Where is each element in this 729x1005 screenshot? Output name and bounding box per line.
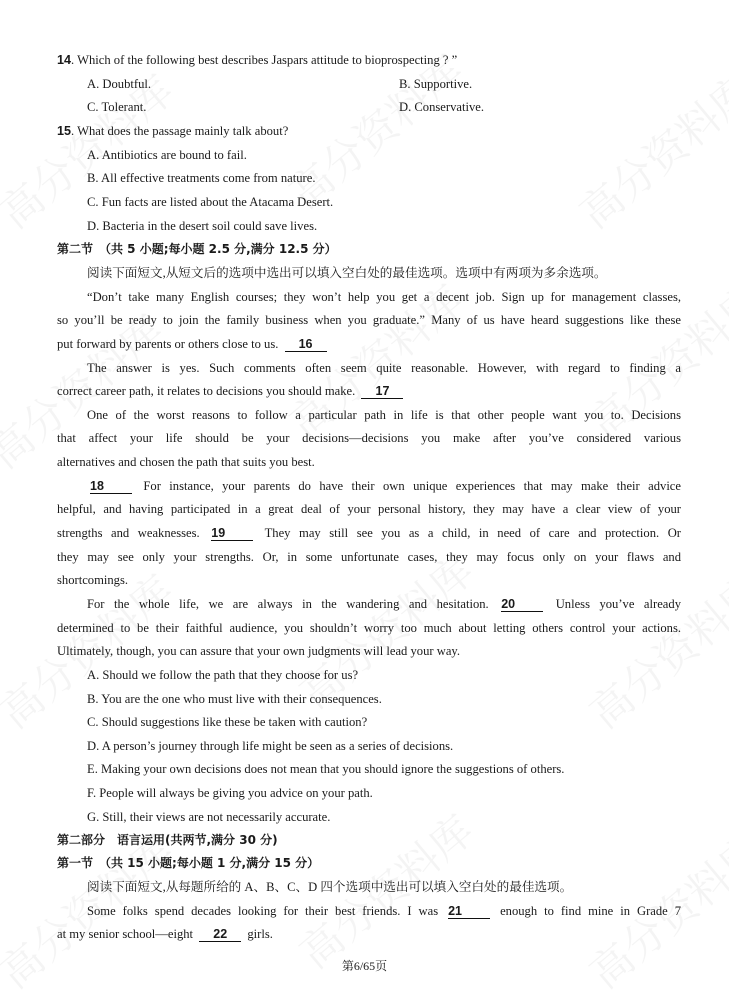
answer-blank-22[interactable]: 22 (199, 927, 241, 942)
passage-text: at my senior school—eight (57, 927, 194, 941)
passage-text: alternatives and chosen the path that suits you best. (57, 455, 315, 469)
passage-line (87, 478, 681, 494)
passage-line (57, 336, 681, 352)
answer-blank-16[interactable]: 16 (285, 337, 327, 352)
passage-line (57, 572, 681, 588)
part-heading: 第二部分 语言运用(共两节,满分 30 分) (57, 833, 278, 847)
passage-line (57, 643, 681, 659)
option-c[interactable]: C. Should suggestions like these be taken with caution? (87, 715, 368, 730)
passage-line (87, 360, 681, 376)
passage-text: Ultimately, though, you can assure that your own judgments will lead your way. (57, 644, 461, 658)
passage-text: so you’ll be ready to join the family business when you graduate.” Many of us have heard suggestions like these (57, 313, 681, 327)
passage-line (57, 549, 681, 565)
passage-text: that affect your life should be your decisions—decisions you make after you’ve considered various (57, 431, 681, 445)
section-instruction: 阅读下面短文,从短文后的选项中选出可以填入空白处的最佳选项。选项中有两项为多余选项。 (87, 266, 607, 280)
section-instruction: 阅读下面短文,从每题所给的 A、B、C、D 四个选项中选出可以填入空白处的最佳选项。 (87, 880, 573, 894)
option-a[interactable]: A. Doubtful. (87, 77, 152, 91)
passage-text: helpful, and having participated in a great deal of your personal history, they may have a clear view of your (57, 502, 681, 516)
passage-text: determined to be their faithful audience, you shouldn’t worry too much about letting others control your actions. (57, 621, 681, 635)
passage-line (87, 903, 681, 919)
question-stem: . What does the passage mainly talk about? (71, 124, 289, 138)
passage-line (57, 454, 681, 470)
option-row (87, 76, 681, 92)
option-b[interactable]: B. All effective treatments come from nature. (87, 171, 316, 185)
option-a[interactable]: A. Should we follow the path that they choose for us? (87, 668, 359, 682)
passage-line (57, 430, 681, 446)
passage-line (57, 312, 681, 328)
section-heading: 第一节 （共 15 小题;每小题 1 分,满分 15 分） (57, 856, 320, 870)
passage-line (87, 289, 681, 305)
passage-text: For the whole life, we are always in the wandering and hesitation. (87, 597, 489, 611)
passage-line (57, 383, 681, 399)
passage-text: Some folks spend decades looking for their best friends. I was (87, 904, 439, 918)
passage-line (57, 525, 681, 541)
question-number: 15 (57, 124, 72, 138)
passage-text: One of the worst reasons to follow a particular path in life is that other people want you to. Decisions (87, 408, 681, 422)
option-row (87, 99, 681, 115)
passage-line (57, 620, 681, 636)
passage-text: correct career path, it relates to decisions you should make. (57, 384, 356, 398)
passage-text: The answer is yes. Such comments often seem quite reasonable. However, with regard to finding a (87, 361, 681, 375)
passage-text: enough to find mine in Grade 7 (500, 904, 682, 918)
passage-line (87, 407, 681, 423)
option-a[interactable]: A. Antibiotics are bound to fail. (87, 148, 247, 162)
passage-text: Unless you’ve already (555, 597, 681, 611)
answer-blank-20[interactable]: 20 (501, 597, 543, 612)
passage-line (87, 596, 681, 612)
answer-blank-17[interactable]: 17 (361, 384, 403, 399)
passage-text: they may see only your strengths. Or, in some unfortunate cases, they may focus only on your flaws and (57, 550, 681, 564)
question-14 (57, 52, 681, 68)
passage-text: strengths and weaknesses. (57, 526, 200, 540)
question-stem: . Which of the following best describes Jaspars attitude to bioprospecting ? ” (71, 53, 458, 67)
option-e[interactable]: E. Making your own decisions does not mean that you should ignore the suggestions of others. (87, 762, 565, 777)
option-f[interactable]: F. People will always be giving you advice on your path. (87, 786, 373, 800)
option-c[interactable]: C. Tolerant. (87, 100, 147, 114)
option-d[interactable]: D. Conservative. (399, 100, 484, 114)
passage-text: For instance, your parents do have their own unique experiences that may make their advice (143, 479, 681, 493)
option-d[interactable]: D. Bacteria in the desert soil could save lives. (87, 219, 318, 233)
option-b[interactable]: B. Supportive. (399, 77, 473, 91)
question-15 (57, 123, 681, 139)
section-heading: 第二节 （共 5 小题;每小题 2.5 分,满分 12.5 分） (57, 242, 337, 256)
passage-line (57, 501, 681, 517)
answer-blank-21[interactable]: 21 (448, 904, 490, 919)
option-c[interactable]: C. Fun facts are listed about the Atacama Desert. (87, 195, 334, 209)
option-g[interactable]: G. Still, their views are not necessarily accurate. (87, 809, 331, 824)
passage-line (57, 926, 681, 942)
passage-text: girls. (247, 927, 273, 941)
answer-blank-19[interactable]: 19 (211, 526, 253, 541)
passage-text: shortcomings. (57, 573, 129, 587)
page-number: 第6/65页 (341, 959, 388, 973)
passage-text: “Don’t take many English courses; they won’t help you get a decent job. Sign up for management classes, (87, 290, 681, 304)
option-d[interactable]: D. A person’s journey through life might be seen as a series of decisions. (87, 738, 454, 753)
passage-text: put forward by parents or others close to us. (57, 337, 279, 351)
question-number: 14 (57, 53, 72, 67)
passage-text: They may still see you as a child, in need of care and protection. Or (264, 526, 681, 540)
answer-blank-18[interactable]: 18 (90, 479, 132, 494)
option-b[interactable]: B. You are the one who must live with their consequences. (87, 691, 382, 706)
